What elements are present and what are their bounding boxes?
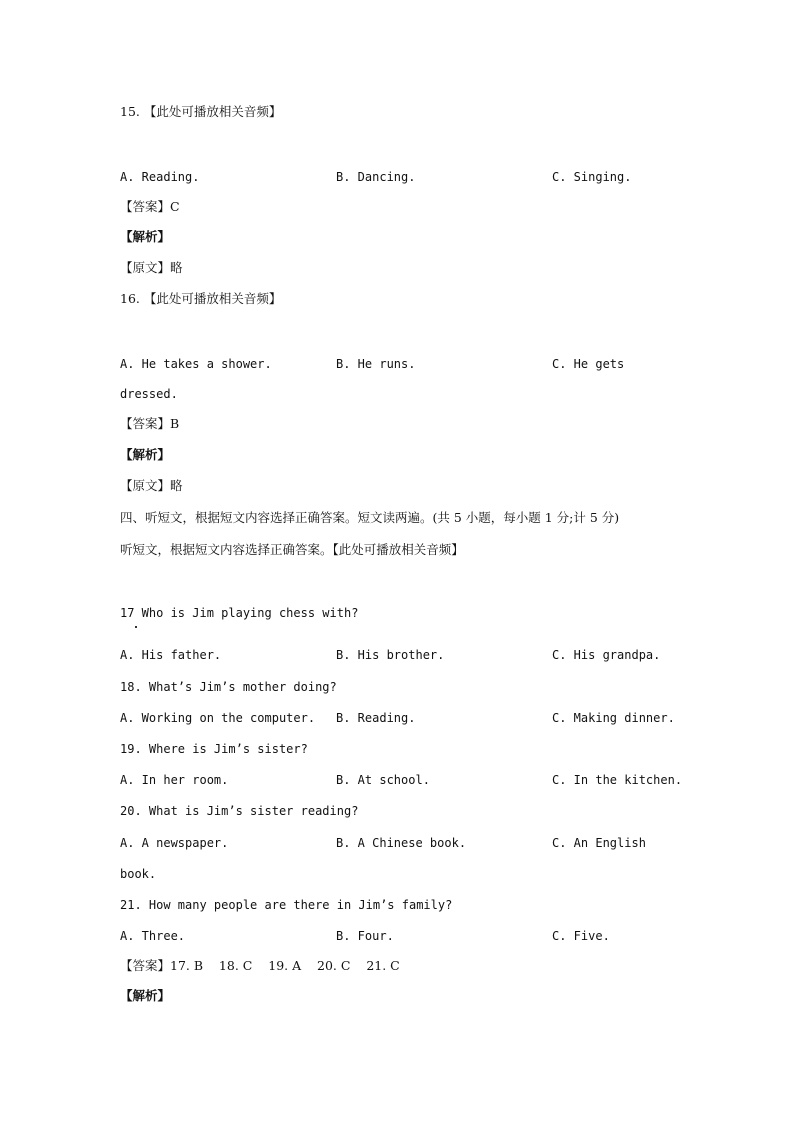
q15-original: 【原文】略 bbox=[120, 260, 183, 275]
q16-option-b: B. He runs. bbox=[336, 357, 416, 371]
q15-option-b: B. Dancing. bbox=[336, 170, 416, 184]
q17-option-a: A. His father. bbox=[120, 648, 222, 662]
q16-option-c-continued: dressed. bbox=[120, 387, 178, 401]
q20-option-c-continued: book. bbox=[120, 867, 157, 881]
q18-option-b: B. Reading. bbox=[336, 711, 416, 725]
question-17-stem: 17 Who is Jim playing chess with? bbox=[120, 606, 359, 620]
q19-option-c: C. In the kitchen. bbox=[552, 773, 683, 787]
q16-option-a: A. He takes a shower. bbox=[120, 357, 272, 371]
q21-option-a: A. Three. bbox=[120, 929, 186, 943]
section-4-instruction: 听短文，根据短文内容选择正确答案。【此处可播放相关音频】 bbox=[120, 542, 464, 557]
q20-option-c: C. An English bbox=[552, 836, 646, 850]
section-4-answers: 【答案】17. B 18. C 19. A 20. C 21. C bbox=[120, 958, 400, 973]
q20-option-b: B. A Chinese book. bbox=[336, 836, 467, 850]
q16-answer: 【答案】B bbox=[120, 416, 180, 431]
q21-option-c: C. Five. bbox=[552, 929, 610, 943]
q15-analysis: 【解析】 bbox=[120, 229, 171, 244]
q15-option-a: A. Reading. bbox=[120, 170, 200, 184]
q19-option-b: B. At school. bbox=[336, 773, 430, 787]
q21-option-b: B. Four. bbox=[336, 929, 394, 943]
section-4-analysis: 【解析】 bbox=[120, 988, 171, 1003]
question-19-stem: 19. Where is Jim’s sister? bbox=[120, 742, 308, 756]
q15-answer: 【答案】C bbox=[120, 199, 180, 214]
q17-option-c: C. His grandpa. bbox=[552, 648, 661, 662]
question-18-stem: 18. What’s Jim’s mother doing? bbox=[120, 680, 337, 694]
q20-option-a: A. A newspaper. bbox=[120, 836, 229, 850]
q18-option-a: A. Working on the computer. bbox=[120, 711, 316, 725]
question-20-stem: 20. What is Jim’s sister reading? bbox=[120, 804, 359, 818]
q16-analysis: 【解析】 bbox=[120, 447, 171, 462]
stray-dot bbox=[135, 626, 137, 628]
question-16-stem: 16. 【此处可播放相关音频】 bbox=[120, 291, 282, 306]
question-21-stem: 21. How many people are there in Jim’s family? bbox=[120, 898, 453, 912]
section-4-heading: 四、听短文，根据短文内容选择正确答案。短文读两遍。(共 5 小题，每小题 1 分;计 5 分) bbox=[120, 510, 620, 525]
q18-option-c: C. Making dinner. bbox=[552, 711, 675, 725]
q17-option-b: B. His brother. bbox=[336, 648, 445, 662]
q16-option-c: C. He gets bbox=[552, 357, 625, 371]
q19-option-a: A. In her room. bbox=[120, 773, 229, 787]
question-15-stem: 15. 【此处可播放相关音频】 bbox=[120, 104, 282, 119]
q16-original: 【原文】略 bbox=[120, 478, 183, 493]
q15-option-c: C. Singing. bbox=[552, 170, 632, 184]
